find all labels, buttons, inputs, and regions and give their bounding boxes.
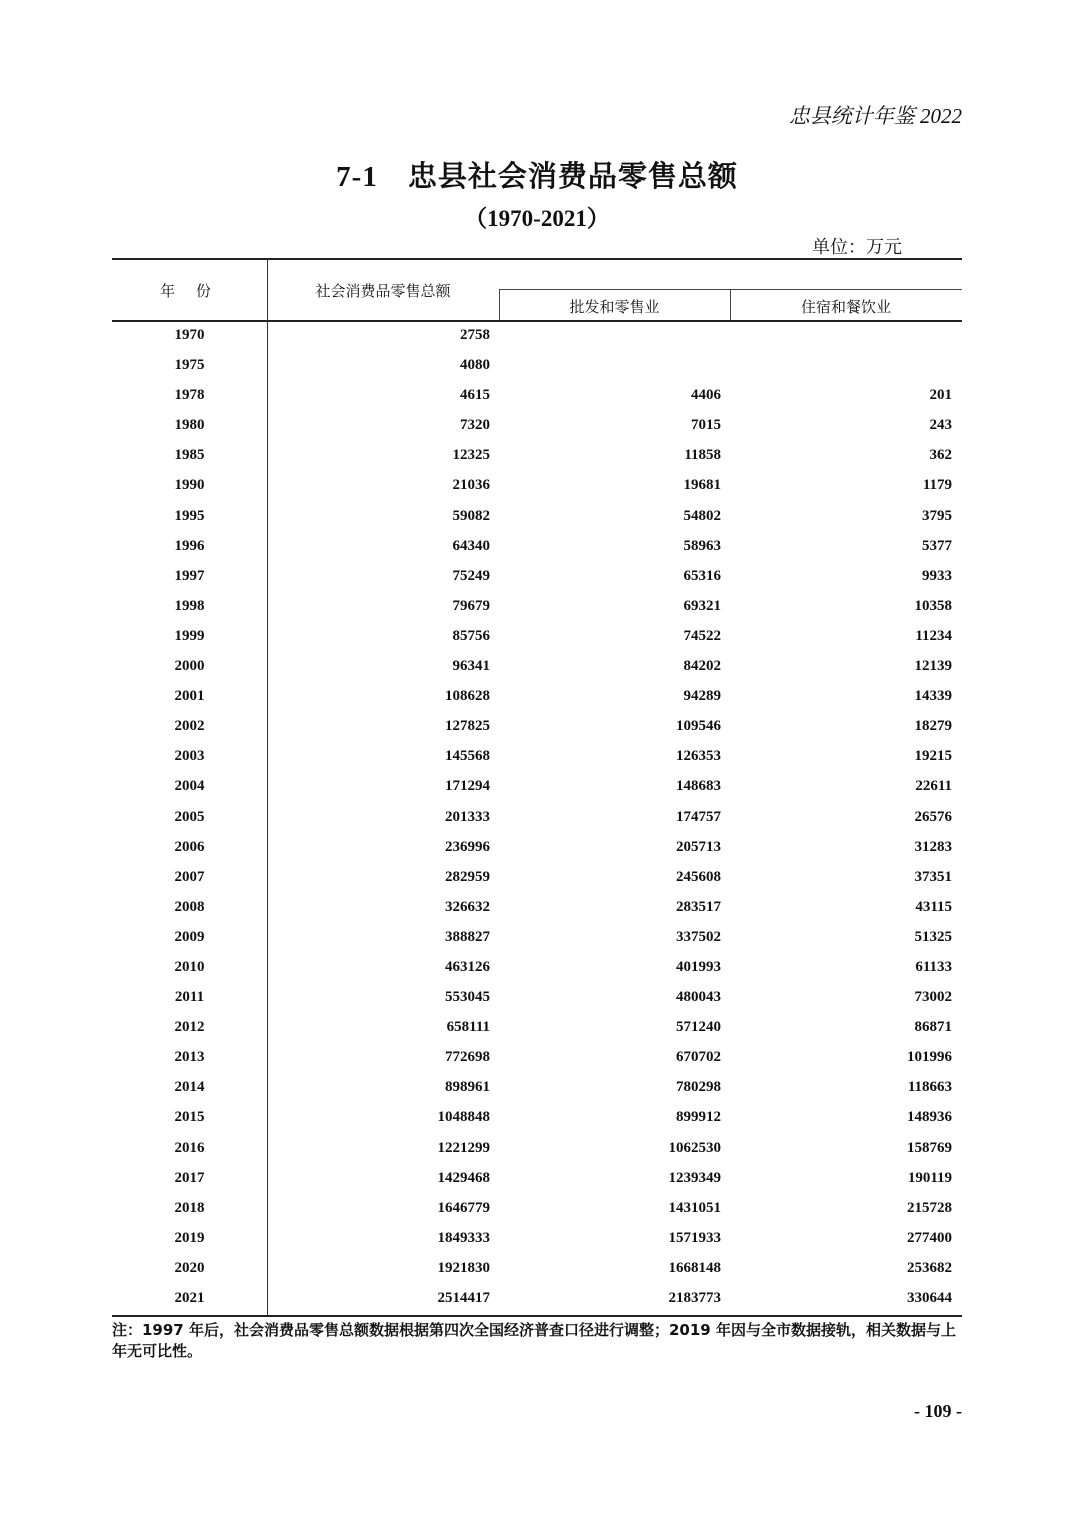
total-cell: 64340 <box>452 537 490 554</box>
table-row <box>112 894 962 924</box>
accommodation-catering-cell: 22611 <box>915 778 952 795</box>
accommodation-catering-cell: 201 <box>929 387 952 404</box>
table-row <box>112 954 962 984</box>
total-cell: 96341 <box>452 658 490 675</box>
total-cell: 658111 <box>446 1019 490 1036</box>
accommodation-catering-cell: 37351 <box>914 868 952 885</box>
accommodation-catering-cell: 43115 <box>915 898 952 915</box>
table-row <box>112 924 962 954</box>
year-cell: 2010 <box>174 958 205 975</box>
wholesale-retail-cell: 109546 <box>676 718 721 735</box>
table-row <box>112 1135 962 1165</box>
year-cell: 1995 <box>174 507 205 524</box>
wholesale-retail-cell: 1571933 <box>668 1229 721 1246</box>
total-cell: 1849333 <box>437 1229 490 1246</box>
wholesale-retail-cell: 74522 <box>683 627 721 644</box>
accommodation-catering-cell: 330644 <box>907 1290 952 1306</box>
total-cell: 898961 <box>445 1079 490 1096</box>
wholesale-retail-cell: 480043 <box>676 989 721 1006</box>
total-cell: 79679 <box>452 597 490 614</box>
table-row <box>112 472 962 502</box>
accommodation-catering-cell: 101996 <box>907 1049 952 1066</box>
accommodation-catering-cell: 5377 <box>922 537 952 554</box>
table-row <box>112 1104 962 1134</box>
header-year: 年 份 <box>160 282 219 300</box>
header-wholesale-retail: 批发和零售业 <box>569 298 660 316</box>
total-cell: 1921830 <box>437 1259 490 1276</box>
accommodation-catering-cell: 12139 <box>914 658 952 675</box>
total-cell: 236996 <box>445 838 490 855</box>
wholesale-retail-cell: 1431051 <box>668 1199 721 1216</box>
year-cell: 2019 <box>174 1229 205 1246</box>
wholesale-retail-cell: 899912 <box>676 1109 721 1126</box>
accommodation-catering-cell: 11234 <box>915 627 952 644</box>
total-cell: 145568 <box>445 748 490 765</box>
wholesale-retail-cell: 19681 <box>683 477 721 494</box>
accommodation-catering-cell: 1179 <box>922 477 952 494</box>
table-row <box>112 834 962 864</box>
wholesale-retail-cell: 4406 <box>691 387 721 404</box>
header-accommodation-catering: 住宿和餐饮业 <box>800 298 891 316</box>
wholesale-retail-cell: 401993 <box>676 958 721 975</box>
wholesale-retail-cell: 245608 <box>676 868 721 885</box>
table-row <box>112 984 962 1014</box>
table-row <box>112 1165 962 1195</box>
wholesale-retail-cell: 148683 <box>676 778 721 795</box>
total-cell: 1221299 <box>437 1139 490 1156</box>
total-cell: 2514417 <box>437 1290 490 1306</box>
footnote: 注：1997 年后，社会消费品零售总额数据根据第四次全国经济普查口径进行调整；2019 年因与全市数据接轨，相关数据与上年无可比性。 <box>112 1321 956 1360</box>
table-row <box>112 804 962 834</box>
table-row <box>112 773 962 803</box>
year-cell: 2009 <box>174 928 205 945</box>
year-cell: 1985 <box>174 447 205 464</box>
year-cell: 1978 <box>174 387 205 404</box>
header-total: 社会消费品零售总额 <box>315 282 451 300</box>
total-cell: 75249 <box>452 567 490 584</box>
year-cell: 2002 <box>174 718 205 735</box>
year-cell: 2011 <box>174 989 205 1006</box>
wholesale-retail-cell: 1239349 <box>668 1169 721 1186</box>
total-cell: 553045 <box>445 989 490 1006</box>
page-number: - 109 - <box>914 1401 962 1421</box>
table-row <box>112 1255 962 1285</box>
total-cell: 463126 <box>445 958 490 975</box>
table-row <box>112 412 962 442</box>
table-row <box>112 623 962 653</box>
year-cell: 2003 <box>174 748 205 765</box>
wholesale-retail-cell: 69321 <box>683 597 721 614</box>
year-cell: 2016 <box>174 1139 205 1156</box>
accommodation-catering-cell: 3795 <box>922 507 952 524</box>
accommodation-catering-cell: 253682 <box>907 1259 952 1276</box>
wholesale-retail-cell: 174757 <box>676 808 721 825</box>
table-row <box>112 382 962 412</box>
table-body <box>112 322 962 1315</box>
table-row <box>112 352 962 382</box>
table-row <box>112 322 962 352</box>
table-row <box>112 1225 962 1255</box>
year-cell: 2001 <box>174 688 205 705</box>
table-title: 7-1 忠县社会消费品零售总额 <box>336 161 738 193</box>
year-cell: 2005 <box>174 808 205 825</box>
table-row <box>112 442 962 472</box>
unit-label: 单位：万元 <box>812 237 902 258</box>
total-cell: 1646779 <box>437 1199 490 1216</box>
total-cell: 1048848 <box>437 1109 490 1126</box>
total-cell: 282959 <box>445 868 490 885</box>
year-cell: 1999 <box>174 627 205 644</box>
year-cell: 2012 <box>174 1019 205 1036</box>
total-cell: 21036 <box>452 477 490 494</box>
accommodation-catering-cell: 31283 <box>914 838 952 855</box>
year-cell: 2000 <box>174 658 205 675</box>
table-row <box>112 503 962 533</box>
table-row <box>112 1074 962 1104</box>
table-year-range: （1970-2021） <box>464 206 610 231</box>
accommodation-catering-cell: 26576 <box>914 808 952 825</box>
year-cell: 2017 <box>174 1169 205 1186</box>
total-cell: 772698 <box>445 1049 490 1066</box>
accommodation-catering-cell: 362 <box>929 447 952 464</box>
accommodation-catering-cell: 215728 <box>907 1199 952 1216</box>
table-row <box>112 1014 962 1044</box>
year-cell: 1997 <box>174 567 205 584</box>
table-top-rule <box>112 258 962 260</box>
total-cell: 4080 <box>460 357 490 374</box>
table-row <box>112 593 962 623</box>
table-row <box>112 533 962 563</box>
total-cell: 171294 <box>445 778 490 795</box>
year-cell: 2014 <box>174 1079 205 1096</box>
year-cell: 1990 <box>174 477 205 494</box>
year-cell: 1996 <box>174 537 205 554</box>
year-cell: 2008 <box>174 898 205 915</box>
accommodation-catering-cell: 51325 <box>914 928 952 945</box>
wholesale-retail-cell: 126353 <box>676 748 721 765</box>
total-cell: 201333 <box>445 808 490 825</box>
wholesale-retail-cell: 58963 <box>683 537 721 554</box>
total-cell: 1429468 <box>437 1169 490 1186</box>
book-title: 忠县统计年鉴 2022 <box>788 104 962 128</box>
year-cell: 2007 <box>174 868 205 885</box>
accommodation-catering-cell: 118663 <box>907 1079 952 1096</box>
year-cell: 1970 <box>174 327 205 343</box>
year-cell: 2015 <box>174 1109 205 1126</box>
year-cell: 2020 <box>174 1259 205 1276</box>
accommodation-catering-cell: 9933 <box>922 567 952 584</box>
year-cell: 2006 <box>174 838 205 855</box>
table-bottom-rule <box>112 1315 962 1317</box>
accommodation-catering-cell: 19215 <box>914 748 952 765</box>
wholesale-retail-cell: 670702 <box>676 1049 721 1066</box>
table-row <box>112 864 962 894</box>
table-row <box>112 563 962 593</box>
total-cell: 388827 <box>445 928 490 945</box>
total-cell: 2758 <box>460 327 490 343</box>
wholesale-retail-cell: 283517 <box>676 898 721 915</box>
accommodation-catering-cell: 18279 <box>914 718 952 735</box>
total-cell: 7320 <box>460 417 490 434</box>
accommodation-catering-cell: 73002 <box>914 989 952 1006</box>
year-cell: 2021 <box>174 1290 205 1306</box>
total-cell: 4615 <box>460 387 490 404</box>
wholesale-retail-cell: 571240 <box>676 1019 721 1036</box>
wholesale-retail-cell: 11858 <box>684 447 721 464</box>
accommodation-catering-cell: 61133 <box>915 958 952 975</box>
table-row <box>112 1044 962 1074</box>
accommodation-catering-cell: 158769 <box>907 1139 952 1156</box>
year-cell: 2018 <box>174 1199 205 1216</box>
accommodation-catering-cell: 148936 <box>907 1109 952 1126</box>
wholesale-retail-cell: 1062530 <box>668 1139 721 1156</box>
wholesale-retail-cell: 337502 <box>676 928 721 945</box>
total-cell: 127825 <box>445 718 490 735</box>
wholesale-retail-cell: 7015 <box>691 417 721 434</box>
wholesale-retail-cell: 65316 <box>683 567 721 584</box>
table-row <box>112 743 962 773</box>
wholesale-retail-cell: 205713 <box>676 838 721 855</box>
wholesale-retail-cell: 94289 <box>683 688 721 705</box>
wholesale-retail-cell: 84202 <box>683 658 721 675</box>
wholesale-retail-cell: 1668148 <box>668 1259 721 1276</box>
wholesale-retail-cell: 780298 <box>676 1079 721 1096</box>
total-cell: 59082 <box>452 507 490 524</box>
accommodation-catering-cell: 14339 <box>914 688 952 705</box>
year-cell: 2013 <box>174 1049 205 1066</box>
accommodation-catering-cell: 277400 <box>907 1229 952 1246</box>
accommodation-catering-cell: 10358 <box>914 597 952 614</box>
wholesale-retail-cell: 2183773 <box>668 1290 721 1306</box>
year-cell: 1980 <box>174 417 205 434</box>
table-row <box>112 653 962 683</box>
year-cell: 2004 <box>174 778 205 795</box>
accommodation-catering-cell: 86871 <box>914 1019 952 1036</box>
total-cell: 326632 <box>445 898 490 915</box>
total-cell: 108628 <box>445 688 490 705</box>
accommodation-catering-cell: 243 <box>929 417 952 434</box>
accommodation-catering-cell: 190119 <box>907 1169 952 1186</box>
table-row <box>112 1195 962 1225</box>
year-cell: 1975 <box>174 357 205 374</box>
table-row <box>112 1285 962 1315</box>
year-cell: 1998 <box>174 597 205 614</box>
total-cell: 12325 <box>452 447 490 464</box>
table-row <box>112 713 962 743</box>
wholesale-retail-cell: 54802 <box>683 507 721 524</box>
total-cell: 85756 <box>452 627 490 644</box>
table-row <box>112 683 962 713</box>
